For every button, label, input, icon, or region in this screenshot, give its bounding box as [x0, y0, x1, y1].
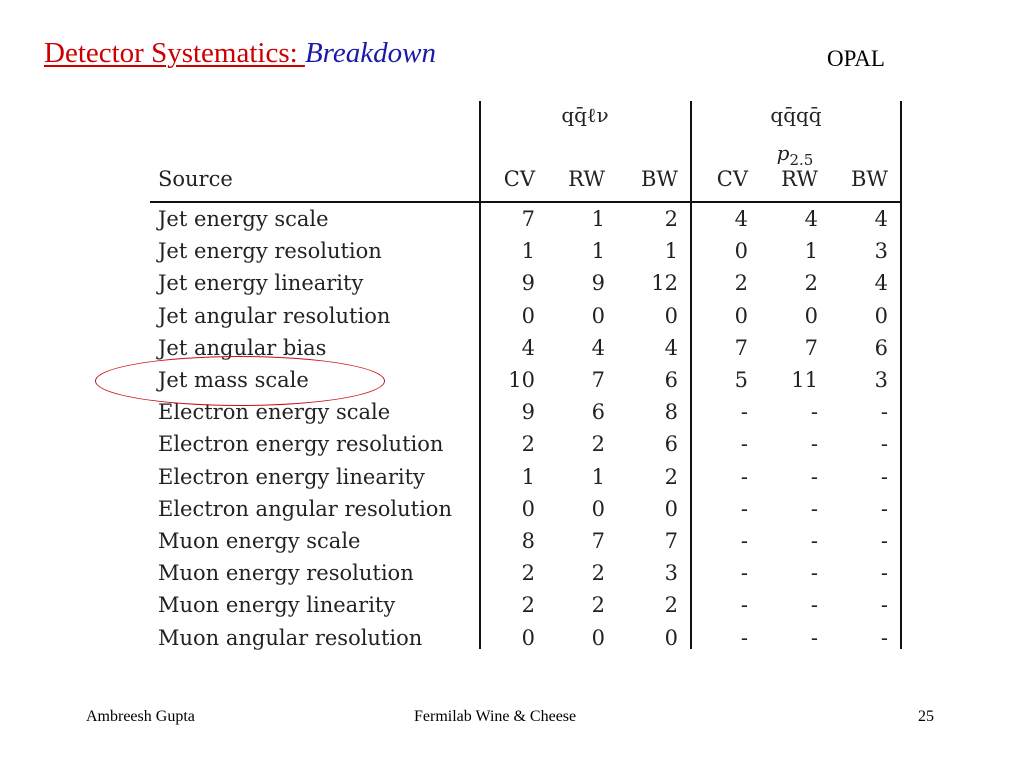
value-cell: -: [880, 625, 888, 650]
table-row: [150, 269, 902, 301]
value-cell: -: [740, 561, 748, 586]
highlight-ellipse: [95, 356, 385, 406]
source-cell: Jet energy scale: [158, 207, 329, 231]
value-cell: 4: [591, 335, 605, 360]
source-cell: Jet energy linearity: [158, 271, 364, 296]
column-header: CV: [503, 167, 535, 191]
value-cell: -: [810, 561, 818, 586]
source-cell: Electron angular resolution: [158, 496, 452, 521]
value-cell: 4: [874, 207, 888, 231]
value-cell: 1: [804, 239, 818, 264]
value-cell: -: [740, 400, 748, 425]
column-header: BW: [640, 167, 678, 191]
value-cell: 1: [521, 464, 535, 489]
value-cell: 2: [521, 593, 535, 618]
value-cell: 9: [521, 400, 535, 425]
value-cell: 8: [521, 529, 535, 553]
value-cell: -: [880, 561, 888, 586]
value-cell: 1: [591, 239, 605, 264]
source-cell: Jet energy resolution: [158, 239, 382, 264]
value-cell: 2: [591, 593, 605, 618]
value-cell: 0: [521, 625, 535, 650]
source-cell: Electron energy scale: [158, 400, 391, 425]
value-cell: 6: [874, 335, 888, 360]
value-cell: 0: [664, 496, 678, 521]
value-cell: -: [810, 625, 818, 650]
value-cell: -: [880, 464, 888, 489]
slide-title: [44, 36, 436, 70]
value-cell: -: [880, 529, 888, 553]
source-cell: Electron energy resolution: [158, 432, 444, 457]
value-cell: -: [880, 593, 888, 618]
table-row: [150, 302, 902, 334]
value-cell: 0: [664, 303, 678, 328]
value-cell: -: [740, 625, 748, 650]
value-cell: 0: [734, 303, 748, 328]
source-cell: Jet angular bias: [158, 335, 327, 360]
value-cell: 1: [591, 207, 605, 231]
title-main: Detector Systematics:: [44, 37, 305, 69]
value-cell: 12: [651, 271, 678, 296]
table-row: [150, 591, 902, 623]
value-cell: 4: [804, 207, 818, 231]
column-header: BW: [850, 167, 888, 191]
value-cell: 1: [521, 239, 535, 264]
source-cell: Jet angular resolution: [158, 303, 391, 328]
table-row: [150, 527, 902, 559]
footer-event: Fermilab Wine & Cheese: [414, 708, 577, 725]
value-cell: -: [810, 529, 818, 553]
value-cell: 6: [591, 400, 605, 425]
table-row: [150, 430, 902, 462]
source-cell: Muon energy resolution: [158, 561, 414, 586]
value-cell: -: [810, 464, 818, 489]
value-cell: 0: [521, 303, 535, 328]
footer-author: Ambreesh Gupta: [86, 708, 195, 725]
source-cell: Muon energy linearity: [158, 593, 396, 618]
value-cell: 7: [591, 368, 605, 392]
column-header: CV: [716, 167, 748, 191]
value-cell: -: [740, 496, 748, 521]
value-cell: -: [810, 432, 818, 457]
source-cell: Muon energy scale: [158, 529, 361, 553]
value-cell: 2: [591, 561, 605, 586]
value-cell: 11: [791, 368, 818, 392]
value-cell: 0: [664, 625, 678, 650]
value-cell: 0: [804, 303, 818, 328]
value-cell: 6: [664, 432, 678, 457]
value-cell: 3: [874, 239, 888, 264]
title-subtitle: Breakdown: [304, 37, 436, 69]
value-cell: 7: [734, 335, 748, 360]
value-cell: 4: [734, 207, 748, 231]
value-cell: 4: [521, 335, 535, 360]
table-row: [150, 559, 902, 591]
value-cell: 0: [591, 625, 605, 650]
table-row: [150, 624, 902, 656]
value-cell: 10: [508, 368, 535, 392]
value-cell: 6: [664, 368, 678, 392]
hadronic-subheader: $p_{2.5}$: [776, 141, 814, 169]
value-cell: -: [880, 432, 888, 457]
value-cell: 2: [664, 593, 678, 618]
value-cell: -: [810, 593, 818, 618]
value-cell: 2: [664, 207, 678, 231]
value-cell: 1: [664, 239, 678, 264]
value-cell: -: [810, 496, 818, 521]
table-row: [150, 205, 902, 237]
value-cell: 0: [591, 303, 605, 328]
value-cell: 7: [664, 529, 678, 553]
value-cell: 0: [521, 496, 535, 521]
value-cell: -: [740, 593, 748, 618]
page-number: 25: [918, 708, 934, 725]
value-cell: 2: [734, 271, 748, 296]
value-cell: -: [740, 432, 748, 457]
value-cell: -: [880, 400, 888, 425]
source-cell: Electron energy linearity: [158, 464, 425, 489]
value-cell: -: [740, 529, 748, 553]
value-cell: 3: [874, 368, 888, 392]
value-cell: 3: [664, 561, 678, 586]
header-rule: [150, 201, 902, 203]
value-cell: 2: [804, 271, 818, 296]
value-cell: 2: [664, 464, 678, 489]
value-cell: 1: [591, 464, 605, 489]
value-cell: 9: [521, 271, 535, 296]
table-row: [150, 463, 902, 495]
value-cell: 2: [521, 561, 535, 586]
value-cell: 2: [591, 432, 605, 457]
value-cell: 9: [591, 271, 605, 296]
value-cell: 2: [521, 432, 535, 457]
value-cell: 0: [591, 496, 605, 521]
value-cell: 4: [664, 335, 678, 360]
value-cell: -: [880, 496, 888, 521]
value-cell: 0: [874, 303, 888, 328]
column-header: RW: [781, 167, 818, 191]
experiment-label: OPAL: [827, 46, 885, 71]
table-row: [150, 237, 902, 269]
value-cell: 7: [521, 207, 535, 231]
column-header: RW: [568, 167, 605, 191]
source-cell: Muon angular resolution: [158, 625, 423, 650]
table-row: [150, 495, 902, 527]
value-cell: 0: [734, 239, 748, 264]
group-header-hadronic: qq̄qq̄: [770, 103, 822, 127]
value-cell: 4: [874, 271, 888, 296]
value-cell: -: [810, 400, 818, 425]
value-cell: 8: [664, 400, 678, 425]
value-cell: 7: [591, 529, 605, 553]
value-cell: 7: [804, 335, 818, 360]
group-header-semileptonic: qq̄ℓν: [561, 103, 609, 127]
value-cell: -: [740, 464, 748, 489]
value-cell: 5: [734, 368, 748, 392]
source-column-header: Source: [158, 167, 233, 191]
source-cell: Jet mass scale: [158, 368, 309, 392]
